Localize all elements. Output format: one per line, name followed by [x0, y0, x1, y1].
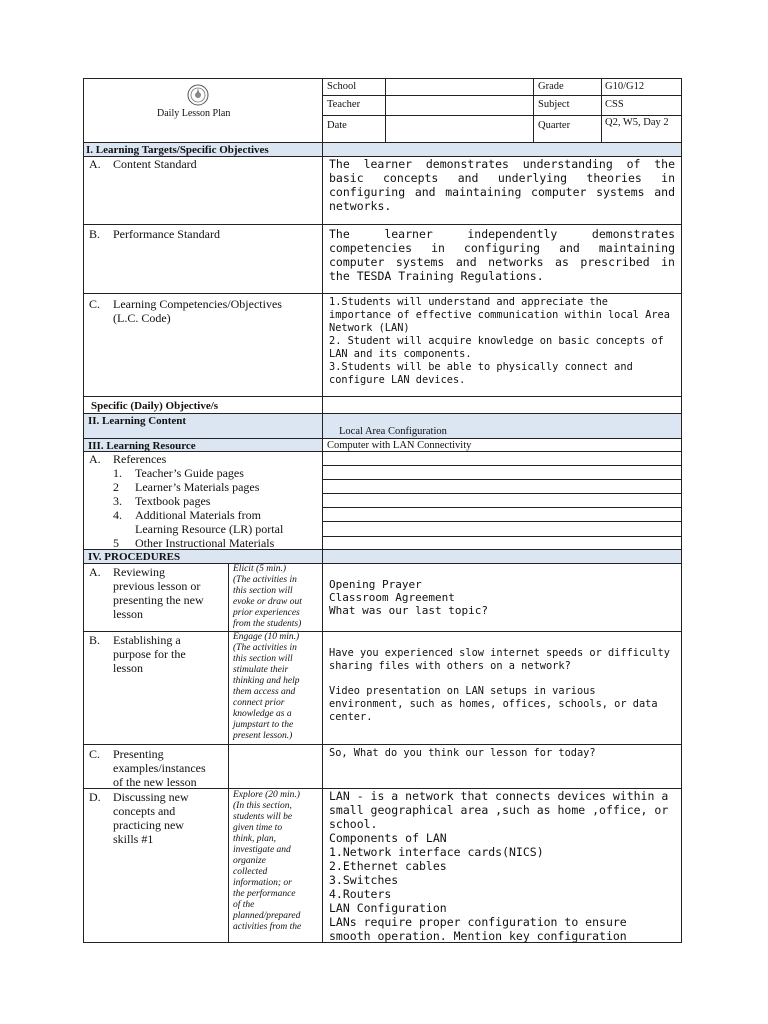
phase-elicit-desc: prior experiences: [233, 608, 300, 618]
procedure-d-content: LAN - is a network that connects devices within a: [329, 789, 669, 803]
references-label: References: [113, 452, 167, 466]
reference-item-teachers-guide: Teacher’s Guide pages: [135, 466, 244, 480]
procedure-a-letter: A.: [89, 565, 101, 579]
teacher-label: Teacher: [327, 99, 361, 110]
content-standard-text: The learner demonstrates understanding of the basic concepts and underlying theories in configuring and maintaining computer systems and networks.: [329, 157, 675, 213]
phase-elicit-desc: from the students): [233, 619, 302, 629]
daily-objectives-label: Specific (Daily) Objective/s: [91, 400, 219, 412]
procedure-c-content: So, What do you think our lesson for today?: [329, 747, 596, 759]
procedure-a-label: previous lesson or: [113, 579, 201, 593]
competencies-code: (L.C. Code): [113, 311, 171, 325]
competencies-label: Learning Competencies/Objectives: [113, 297, 282, 311]
references-letter: A.: [89, 452, 101, 466]
procedure-b-label: Establishing a: [113, 633, 181, 647]
procedure-d-content: 3.Switches: [329, 873, 399, 887]
procedure-d-content: Components of LAN: [329, 831, 447, 845]
phase-engage-desc: connect prior: [233, 698, 285, 708]
procedure-b-letter: B.: [89, 633, 101, 647]
procedure-b-content: sharing files with others on a network?: [329, 660, 571, 672]
school-label: School: [327, 81, 357, 92]
phase-elicit-desc: evoke or draw out: [233, 597, 302, 607]
reference-number: 2: [113, 480, 119, 494]
phase-explore: Explore (20 min.): [233, 790, 300, 800]
section1-heading: I. Learning Targets/Specific Objectives: [86, 144, 269, 156]
competency-line: 1.Students will understand and appreciate the: [329, 296, 608, 308]
phase-engage-desc: this section will: [233, 654, 293, 664]
phase-explore-desc: of the: [233, 900, 255, 910]
competencies-letter: C.: [89, 297, 101, 311]
procedure-d-label: skills #1: [113, 832, 154, 846]
document-title: Daily Lesson Plan: [157, 108, 231, 119]
content-standard-letter: A.: [89, 157, 101, 171]
reference-item-additional-materials-cont: Learning Resource (LR) portal: [135, 522, 284, 536]
phase-explore-desc: information; or: [233, 878, 292, 888]
phase-engage-desc: jumpstart to the: [233, 720, 294, 730]
phase-engage: Engage (10 min.): [233, 632, 300, 642]
reference-item-learners-materials: Learner’s Materials pages: [135, 480, 260, 494]
grade-value: G10/G12: [605, 81, 645, 92]
procedure-d-content: smooth operation. Mention key configuration: [329, 929, 627, 943]
reference-item-additional-materials: Additional Materials from: [135, 508, 261, 522]
subject-value: CSS: [605, 99, 624, 110]
performance-standard-label: Performance Standard: [113, 227, 220, 241]
procedure-b-label: purpose for the: [113, 647, 186, 661]
procedure-a-label: Reviewing: [113, 565, 165, 579]
procedure-b-content: center.: [329, 711, 373, 723]
procedure-d-content: 1.Network interface cards(NICS): [329, 845, 544, 859]
competency-line: 2. Student will acquire knowledge on basic concepts of: [329, 335, 664, 347]
phase-explore-desc: collected: [233, 867, 268, 877]
procedure-c-label: examples/instances: [113, 761, 206, 775]
learning-content-value: Local Area Configuration: [339, 426, 447, 437]
competency-line: Network (LAN): [329, 322, 410, 334]
deped-seal-logo: [187, 84, 209, 106]
procedure-a-label: lesson: [113, 607, 143, 621]
quarter-value: Q2, W5, Day 2: [605, 117, 669, 128]
section4-heading: IV. PROCEDURES: [88, 551, 181, 563]
reference-number: 3.: [113, 494, 122, 508]
competency-line: configure LAN devices.: [329, 374, 466, 386]
procedure-d-content: school.: [329, 817, 378, 831]
reference-item-other-materials: Other Instructional Materials: [135, 536, 275, 550]
phase-explore-desc: the performance: [233, 889, 296, 899]
procedure-c-label: of the new lesson: [113, 775, 197, 789]
procedure-d-label: Discussing new: [113, 790, 189, 804]
procedure-c-label: Presenting: [113, 747, 164, 761]
phase-engage-desc: knowledge as a: [233, 709, 292, 719]
procedure-d-label: concepts and: [113, 804, 176, 818]
reference-number: 5: [113, 536, 119, 550]
phase-engage-desc: stimulate their: [233, 665, 289, 675]
procedure-a-label: presenting the new: [113, 593, 204, 607]
section2-heading: II. Learning Content: [88, 415, 187, 427]
procedure-d-content: LANs require proper configuration to ensure: [329, 915, 627, 929]
phase-explore-desc: investigate and: [233, 845, 291, 855]
phase-elicit: Elicit (5 min.): [233, 564, 287, 574]
phase-engage-desc: thinking and help: [233, 676, 300, 686]
procedure-d-content: 4.Routers: [329, 887, 392, 901]
phase-explore-desc: activities from the: [233, 922, 302, 932]
reference-item-textbook: Textbook pages: [135, 494, 211, 508]
procedure-a-content: Classroom Agreement: [329, 591, 455, 604]
procedure-b-label: lesson: [113, 661, 143, 675]
phase-explore-desc: organize: [233, 856, 266, 866]
grade-label: Grade: [538, 81, 564, 92]
procedure-d-letter: D.: [89, 790, 101, 804]
phase-engage-desc: (The activities in: [233, 643, 297, 653]
content-standard-label: Content Standard: [113, 157, 197, 171]
competency-line: importance of effective communication within local Area: [329, 309, 670, 321]
phase-elicit-desc: (The activities in: [233, 575, 297, 585]
phase-explore-desc: given time to: [233, 823, 283, 833]
reference-number: 4.: [113, 508, 122, 522]
section3-heading: III. Learning Resource: [88, 440, 196, 452]
procedure-d-content: LAN Configuration: [329, 901, 447, 915]
procedure-a-content: Opening Prayer: [329, 578, 422, 591]
phase-explore-desc: think, plan,: [233, 834, 277, 844]
quarter-label: Quarter: [538, 120, 571, 131]
phase-engage-desc: them access and: [233, 687, 296, 697]
reference-number: 1.: [113, 466, 122, 480]
learning-resource-value: Computer with LAN Connectivity: [327, 440, 472, 451]
phase-explore-desc: (In this section,: [233, 801, 292, 811]
performance-standard-text: The learner independently demonstrates competencies in configuring and maintaining computer systems and networks as prescribed in the TESDA Training Regulations.: [329, 227, 675, 283]
phase-explore-desc: planned/prepared: [233, 911, 301, 921]
procedure-d-content: 2.Ethernet cables: [329, 859, 447, 873]
procedure-b-content: Video presentation on LAN setups in various: [329, 685, 596, 697]
procedure-d-content: small geographical area ,such as home ,office, or: [329, 803, 669, 817]
procedure-a-content: What was our last topic?: [329, 604, 488, 617]
subject-label: Subject: [538, 99, 570, 110]
phase-elicit-desc: this section will: [233, 586, 293, 596]
procedure-b-content: environment, such as homes, offices, schools, or data: [329, 698, 658, 710]
procedure-b-content: Have you experienced slow internet speeds or difficulty: [329, 647, 670, 659]
competency-line: 3.Students will be able to physically connect and: [329, 361, 633, 373]
procedure-d-label: practicing new: [113, 818, 184, 832]
phase-engage-desc: present lesson.): [233, 731, 293, 741]
phase-explore-desc: students will be: [233, 812, 293, 822]
date-label: Date: [327, 120, 347, 131]
competency-line: LAN and its components.: [329, 348, 472, 360]
performance-standard-letter: B.: [89, 227, 101, 241]
procedure-c-letter: C.: [89, 747, 101, 761]
